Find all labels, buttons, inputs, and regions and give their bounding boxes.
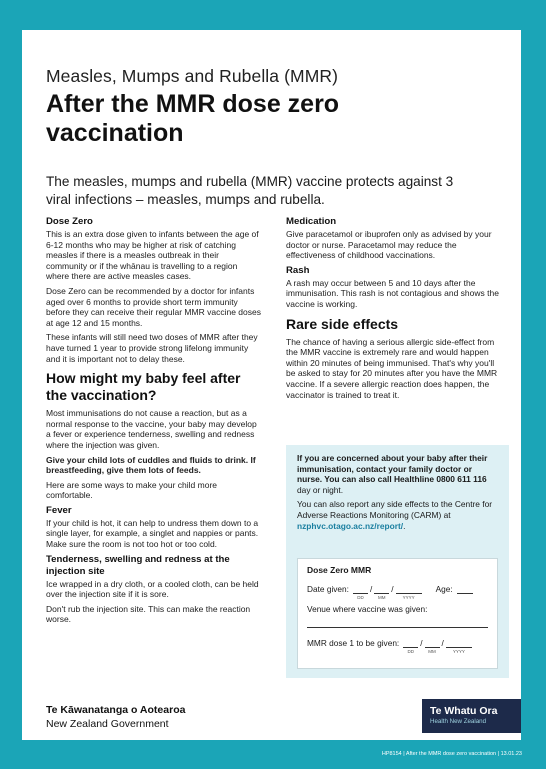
gov-name-maori: Te Kāwanatanga o Aotearoa	[46, 704, 186, 716]
dose-zero-paragraph-1: This is an extra dose given to infants between the age of 6-12 months who may be higher at risk of catching measles if there is a measles outbreak in their community or if the whānau is travelling to a region where there are active measles cases.	[46, 229, 259, 282]
logo-title: Te Whatu Ora	[430, 705, 498, 717]
due-month-field[interactable]: MM	[425, 638, 440, 648]
rare-side-effects-heading: Rare side effects	[286, 315, 399, 332]
dose-zero-paragraph-2: Dose Zero can be recommended by a doctor for infants aged over 6 months to provide short term immunity before they can receive their regular MMR vaccine doses at age 12 and 15 months.	[46, 285, 261, 328]
rash-heading: Rash	[286, 264, 310, 276]
gov-name-english: New Zealand Government	[46, 718, 169, 730]
feel-paragraph-3: Here are some ways to make your child more comfortable.	[46, 479, 218, 501]
form-title: Dose Zero MMR	[307, 565, 372, 575]
document-title: After the MMR dose zero vaccination	[46, 90, 340, 147]
callout-day-night: day or night.	[297, 484, 344, 495]
rare-side-effects-paragraph: The chance of having a serious allergic side-effect from the MMR vaccine is extremely rare and would happen within 20 minutes of being immunised. That's why you'll be asked to stay for 20 minutes after you have the MMR vaccine. If a severe allergic reaction does happen, the vaccinator is trained to treat it.	[286, 336, 498, 400]
left-column	[46, 216, 261, 629]
footer-reference: HP8154 | After the MMR dose zero vaccination | 13.01.23	[381, 751, 522, 757]
tenderness-heading: Tenderness, swelling and redness at the injection site	[46, 553, 230, 577]
dose-zero-heading: Dose Zero	[46, 216, 93, 227]
callout-concern-text: If you are concerned about your baby after their immunisation, contact your family doctor or nurse. You can also call Healthline	[297, 453, 488, 485]
medication-heading: Medication	[286, 216, 337, 227]
fever-paragraph: If your child is hot, it can help to undress them down to a single layer, for example, a singlet and nappies or pants. Make sure the room is not too hot or too cold.	[46, 517, 259, 550]
dose-zero-paragraph-3: These infants will still need two doses of MMR after they have turned 1 year to provide strong lifelong immunity and it is important not to delay these.	[46, 332, 258, 364]
date-month-field[interactable]: MM	[374, 584, 389, 594]
due-date-row: MMR dose 1 to be given: DD / MM / YYYY	[307, 638, 488, 648]
document-subtitle: Measles, Mumps and Rubella (MMR)	[46, 66, 339, 86]
tenderness-paragraph-1: Ice wrapped in a dry cloth, or a cooled cloth, can be held over the injection site if it is sore.	[46, 578, 259, 600]
date-given-row: Date given: DD / MM / YYYY Age:	[307, 584, 488, 594]
venue-row	[307, 604, 488, 614]
lead-paragraph: The measles, mumps and rubella (MMR) vaccine protects against 3 viral infections – measles, mumps and rubella.	[46, 174, 454, 207]
callout-report-text: You can also report any side effects to the Centre for Adverse Reactions Monitoring (CARM) at	[297, 499, 493, 520]
callout-period: .	[403, 520, 406, 531]
age-label: Age:	[435, 584, 453, 594]
healthline-phone[interactable]: 0800 611 116	[436, 474, 487, 485]
venue-label: Venue where vaccine was given:	[307, 604, 428, 614]
rash-paragraph: A rash may occur between 5 and 10 days after the immunisation. This rash is not contagious and shows the vaccine is working.	[286, 277, 499, 309]
date-day-field[interactable]: DD	[353, 584, 368, 594]
right-column	[286, 216, 501, 404]
feel-heading: How might my baby feel after the vaccination?	[46, 370, 241, 404]
date-year-field[interactable]: YYYY	[396, 584, 422, 594]
te-whatu-ora-logo	[422, 699, 521, 733]
due-day-field[interactable]: DD	[403, 638, 418, 648]
tenderness-paragraph-2: Don't rub the injection site. This can make the reaction worse.	[46, 603, 251, 625]
due-year-field[interactable]: YYYY	[446, 638, 472, 648]
dose-record-form	[297, 558, 498, 669]
due-date-label: MMR dose 1 to be given:	[307, 638, 400, 648]
logo-subtitle: Health New Zealand	[430, 718, 487, 725]
fever-heading: Fever	[46, 504, 72, 516]
age-field[interactable]	[457, 584, 473, 594]
feel-paragraph-2: Give your child lots of cuddles and fluids to drink. If breastfeeding, give them lots of feeds.	[46, 454, 256, 476]
date-given-label: Date given:	[307, 584, 349, 594]
medication-paragraph: Give paracetamol or ibuprofen only as advised by your doctor or nurse. Paracetamol may reduce the effectiveness of childhood vaccinations.	[286, 229, 492, 261]
document-page	[22, 30, 521, 740]
callout-paragraph-1	[297, 453, 498, 495]
feel-paragraph-1: Most immunisations do not cause a reaction, but as a normal response to the vaccine, your baby may develop a fever or experience tenderness, swelling and redness where the injection was given.	[46, 408, 257, 450]
nz-government-logo	[46, 704, 185, 730]
callout-paragraph-2	[297, 499, 498, 531]
carm-report-link[interactable]: nzphvc.otago.ac.nz/report/	[297, 520, 404, 531]
venue-field[interactable]	[307, 616, 488, 628]
